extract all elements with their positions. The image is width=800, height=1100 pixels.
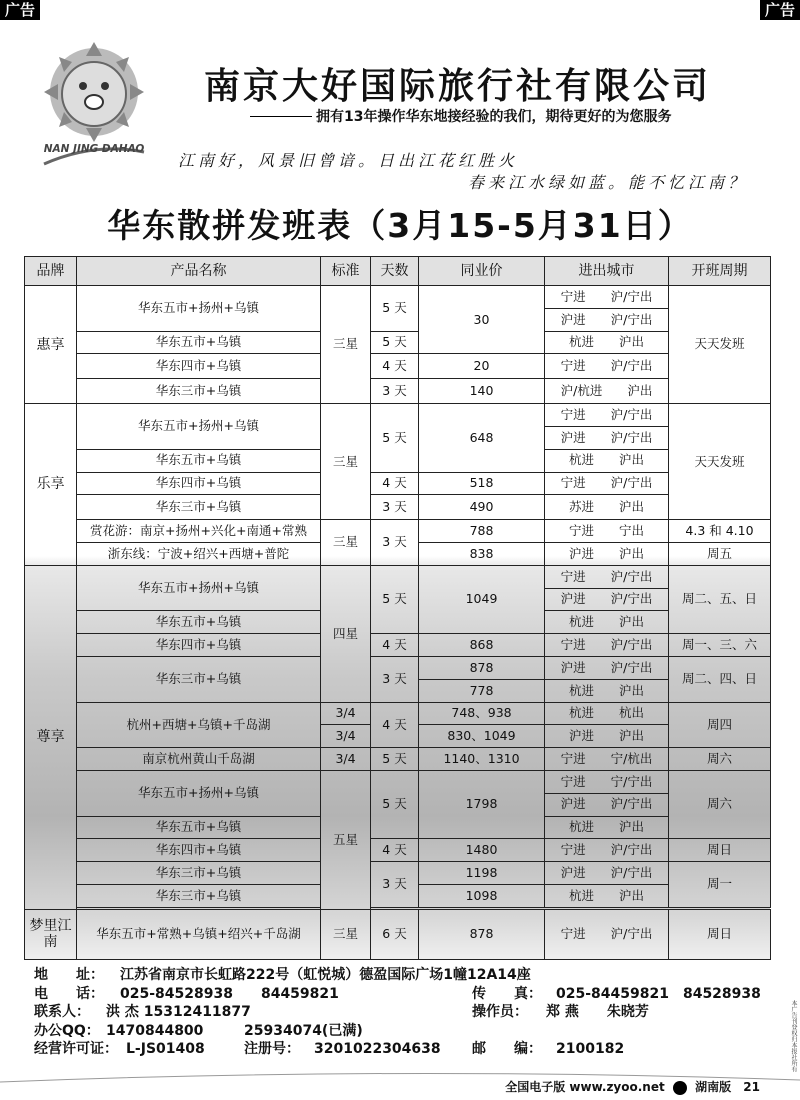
table-row — [25, 657, 771, 680]
cities-cell: 沪进 沪/宁出 — [545, 657, 669, 680]
product-cell: 华东三市+乌镇 — [77, 884, 321, 907]
cities-cell: 宁进 沪/宁出 — [545, 286, 669, 309]
contact-info — [34, 966, 774, 1059]
product-cell: 华东三市+乌镇 — [77, 657, 321, 703]
price-cell: 830、1049 — [419, 725, 545, 748]
zip-label: 邮 编： — [472, 1041, 542, 1057]
edition-text: 湖南版 — [695, 1080, 732, 1094]
cities-cell: 杭进 沪出 — [545, 331, 669, 354]
header-product: 产品名称 — [77, 257, 321, 286]
product-cell: 华东五市+扬州+乌镇 — [77, 286, 321, 332]
cities-cell: 沪进 沪/宁出 — [545, 793, 669, 816]
cities-cell: 杭进 沪出 — [545, 611, 669, 634]
table-row — [25, 770, 771, 793]
cycle-cell: 4.3 和 4.10 — [669, 520, 771, 543]
website-text: 全国电子版 www.zyoo.net — [505, 1080, 665, 1094]
days-cell: 5 天 — [371, 286, 419, 332]
price-cell: 778 — [419, 679, 545, 702]
table-row — [25, 565, 771, 588]
price-cell: 878 — [419, 909, 545, 959]
header-brand: 品牌 — [25, 257, 77, 286]
price-cell: 1098 — [419, 884, 545, 907]
product-cell: 华东五市+扬州+乌镇 — [77, 770, 321, 816]
product-cell: 华东四市+乌镇 — [77, 354, 321, 379]
cycle-cell: 周日 — [669, 909, 771, 959]
ad-label-left: 广告 — [0, 0, 40, 20]
days-cell: 3 天 — [371, 657, 419, 703]
days-cell: 3 天 — [371, 495, 419, 520]
days-cell: 6 天 — [371, 909, 419, 959]
days-cell: 4 天 — [371, 839, 419, 862]
days-cell: 4 天 — [371, 472, 419, 495]
table-row — [25, 748, 771, 771]
days-cell: 4 天 — [371, 634, 419, 657]
standard-cell: 3/4 — [321, 702, 371, 725]
page-title: 华东散拼发班表（3月15-5月31日） — [107, 206, 693, 245]
edition-badge-icon — [673, 1081, 687, 1095]
header-cities: 进出城市 — [545, 257, 669, 286]
cities-cell: 宁进 沪/宁出 — [545, 634, 669, 657]
cities-cell: 宁进 沪/宁出 — [545, 354, 669, 379]
contact-label: 联系人： — [34, 1004, 90, 1020]
product-cell: 华东五市+乌镇 — [77, 611, 321, 634]
product-cell: 华东四市+乌镇 — [77, 839, 321, 862]
product-cell: 华东四市+乌镇 — [77, 634, 321, 657]
license-label: 经营许可证： — [34, 1041, 118, 1057]
page-number: 21 — [743, 1080, 760, 1094]
qq-label: 办公QQ： — [34, 1022, 100, 1039]
brand-cell: 尊享 — [25, 565, 77, 909]
product-cell: 华东五市+常熟+乌镇+绍兴+千岛湖 — [77, 909, 321, 959]
price-cell: 748、938 — [419, 702, 545, 725]
days-cell: 3 天 — [371, 379, 419, 404]
cities-cell: 杭进 沪出 — [545, 884, 669, 907]
product-cell: 华东三市+乌镇 — [77, 495, 321, 520]
cycle-cell: 周五 — [669, 543, 771, 566]
price-cell: 838 — [419, 543, 545, 566]
days-cell: 5 天 — [371, 404, 419, 472]
product-cell: 华东五市+扬州+乌镇 — [77, 404, 321, 450]
cycle-cell: 周一、三、六 — [669, 634, 771, 657]
contact-value: 洪 杰 15312411877 — [106, 1004, 251, 1020]
product-cell: 华东三市+乌镇 — [77, 379, 321, 404]
phone-value: 025-84528938 84459821 — [120, 985, 339, 1002]
cities-cell: 沪进 沪/宁出 — [545, 862, 669, 885]
table-row — [25, 472, 771, 495]
header-standard: 标准 — [321, 257, 371, 286]
slogan: 拥有13年操作华东地接经验的我们，期待更好的为您服务 — [316, 109, 672, 125]
header-cycle: 开班周期 — [669, 257, 771, 286]
cities-cell: 沪进 沪/宁出 — [545, 588, 669, 611]
cycle-cell: 天天发班 — [669, 286, 771, 404]
cities-cell: 杭进 沪出 — [545, 449, 669, 472]
product-cell: 浙东线：宁波+绍兴+西塘+普陀 — [77, 543, 321, 566]
reg-label: 注册号： — [244, 1041, 300, 1057]
product-cell: 华东五市+乌镇 — [77, 449, 321, 472]
side-note: 本广告刊登权归本报社所有 — [790, 1000, 797, 1072]
poem-line-2: 春来江水绿如蓝。能不忆江南？ — [468, 173, 749, 192]
logo-text: NAN JING DAHAO — [43, 143, 145, 155]
table-row — [25, 331, 771, 354]
cities-cell: 宁进 沪/宁出 — [545, 839, 669, 862]
cities-cell: 宁进 沪/宁出 — [545, 565, 669, 588]
standard-cell: 三星 — [321, 404, 371, 520]
poem-line-1: 江南好，风景旧曾谙。日出江花红胜火 — [178, 151, 519, 170]
ad-label-right: 广告 — [760, 0, 800, 20]
cycle-cell: 周日 — [669, 839, 771, 862]
brand-cell: 惠享 — [25, 286, 77, 404]
cycle-cell: 周二、四、日 — [669, 657, 771, 703]
cities-cell: 宁进 沪/宁出 — [545, 404, 669, 427]
license-value: L-JS01408 — [126, 1041, 205, 1057]
cities-cell: 沪进 沪出 — [545, 725, 669, 748]
qq-value: 1470844800 — [106, 1022, 204, 1039]
cities-cell: 沪/杭进 沪出 — [545, 379, 669, 404]
product-cell: 华东四市+乌镇 — [77, 472, 321, 495]
sun-mascot-icon — [44, 42, 144, 142]
operator-value: 郑 燕 朱晓芳 — [546, 1004, 649, 1020]
table-row — [25, 702, 771, 725]
price-cell: 140 — [419, 379, 545, 404]
cities-cell: 杭进 沪出 — [545, 679, 669, 702]
days-cell: 5 天 — [371, 331, 419, 354]
cities-cell: 杭进 沪出 — [545, 816, 669, 839]
product-cell: 华东三市+乌镇 — [77, 862, 321, 885]
phone-label: 电 话： — [34, 985, 104, 1002]
table-row — [25, 839, 771, 862]
days-cell: 5 天 — [371, 748, 419, 771]
cities-cell: 沪进 沪/宁出 — [545, 308, 669, 331]
operator-label: 操作员： — [472, 1004, 528, 1020]
price-cell: 868 — [419, 634, 545, 657]
product-cell: 华东五市+乌镇 — [77, 816, 321, 839]
table-row — [25, 354, 771, 377]
cities-cell: 宁进 沪/宁出 — [545, 909, 669, 959]
cycle-cell: 周一 — [669, 862, 771, 908]
cycle-cell: 周六 — [669, 748, 771, 771]
table-row — [25, 404, 771, 427]
edition-info — [505, 1078, 760, 1095]
days-cell: 5 天 — [371, 770, 419, 838]
product-cell: 南京杭州黄山千岛湖 — [77, 748, 321, 771]
standard-cell: 三星 — [321, 520, 371, 566]
cycle-cell: 天天发班 — [669, 404, 771, 520]
cycle-cell: 周六 — [669, 770, 771, 838]
cities-cell: 宁进 宁/宁出 — [545, 770, 669, 793]
product-cell: 华东五市+扬州+乌镇 — [77, 565, 321, 611]
product-cell: 赏花游：南京+扬州+兴化+南通+常熟 — [77, 520, 321, 543]
header-price: 同业价 — [419, 257, 545, 286]
price-cell: 20 — [419, 354, 545, 379]
header-days: 天数 — [371, 257, 419, 286]
days-cell: 4 天 — [371, 702, 419, 748]
days-cell: 3 天 — [371, 520, 419, 566]
price-cell: 1798 — [419, 770, 545, 838]
table-row — [25, 495, 771, 520]
cycle-cell: 周四 — [669, 702, 771, 748]
cities-cell: 宁进 沪/宁出 — [545, 472, 669, 495]
price-cell: 648 — [419, 404, 545, 472]
table-row — [25, 379, 771, 404]
price-cell: 878 — [419, 657, 545, 680]
address-label: 地 址： — [34, 967, 104, 983]
standard-cell: 四星 — [321, 565, 371, 702]
zip-value: 2100182 — [556, 1041, 625, 1057]
reg-value: 3201022304638 — [314, 1041, 441, 1057]
company-name: 南京大好国际旅行社有限公司 — [204, 66, 712, 107]
price-cell: 30 — [419, 286, 545, 354]
table-row — [25, 909, 771, 959]
company-logo — [40, 42, 148, 174]
standard-cell: 3/4 — [321, 725, 371, 748]
price-cell: 1198 — [419, 862, 545, 885]
standard-cell: 3/4 — [321, 748, 371, 771]
product-cell: 杭州+西塘+乌镇+千岛湖 — [77, 702, 321, 748]
slogan-divider — [250, 116, 312, 117]
cities-cell: 苏进 沪出 — [545, 495, 669, 520]
product-cell: 华东五市+乌镇 — [77, 331, 321, 354]
standard-cell: 三星 — [321, 286, 371, 404]
days-cell: 5 天 — [371, 565, 419, 633]
standard-cell: 五星 — [321, 770, 371, 909]
table-row — [25, 286, 771, 309]
cities-cell: 宁进 宁/杭出 — [545, 748, 669, 771]
price-cell: 518 — [419, 472, 545, 495]
table-row — [25, 634, 771, 657]
table-row — [25, 520, 771, 543]
cities-cell: 杭进 杭出 — [545, 702, 669, 725]
price-cell: 1140、1310 — [419, 748, 545, 771]
brand-cell: 乐享 — [25, 404, 77, 566]
address-value: 江苏省南京市长虹路222号（虹悦城）德盈国际广场1幢12A14座 — [120, 967, 531, 983]
price-cell: 490 — [419, 495, 545, 520]
schedule-table — [24, 256, 771, 960]
price-cell: 788 — [419, 520, 545, 543]
days-cell: 3 天 — [371, 862, 419, 908]
qq-value-2: 25934074(已满) — [244, 1022, 363, 1039]
fax-value: 025-84459821 84528938 — [556, 985, 761, 1002]
table-row — [25, 862, 771, 885]
table-header-row — [25, 257, 771, 286]
fax-label: 传 真： — [472, 985, 542, 1002]
cities-cell: 宁进 宁出 — [545, 520, 669, 543]
cities-cell: 沪进 沪/宁出 — [545, 426, 669, 449]
price-cell: 1480 — [419, 839, 545, 862]
brand-cell: 梦里江南 — [25, 909, 77, 959]
standard-cell: 三星 — [321, 909, 371, 959]
days-cell: 4 天 — [371, 354, 419, 379]
cities-cell: 沪进 沪出 — [545, 543, 669, 566]
price-cell: 1049 — [419, 565, 545, 633]
cycle-cell: 周二、五、日 — [669, 565, 771, 633]
